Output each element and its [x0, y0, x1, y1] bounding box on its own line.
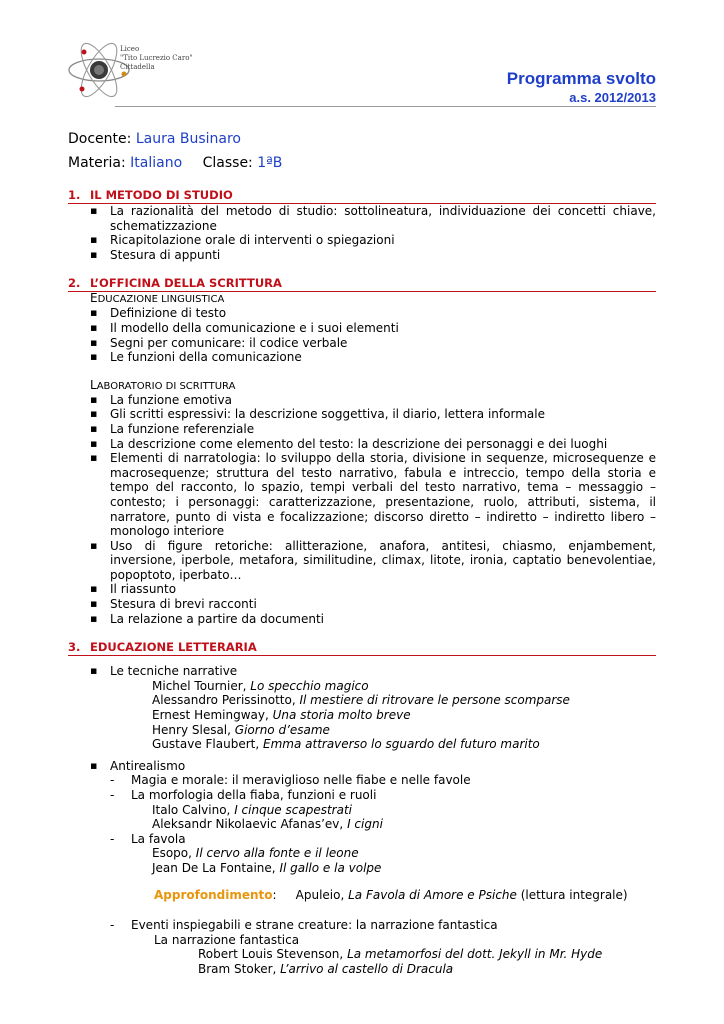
- author-line: Aleksandr Nikolaevic Afanas’ev, I cigni: [152, 817, 383, 832]
- list-item: ▪ La relazione a partire da documenti: [90, 612, 656, 627]
- approfondimento-label: Approfondimento: [154, 887, 273, 902]
- class-label: Classe:: [202, 155, 253, 171]
- school-name: [120, 45, 193, 72]
- list-item: ▪ Le funzioni della comunicazione: [90, 350, 656, 365]
- section-number: 2.: [68, 276, 81, 291]
- list-item: ▪ Gli scritti espressivi: la descrizione soggettiva, il diario, lettera informale: [90, 407, 656, 422]
- section-2-list-a: [68, 306, 656, 364]
- section-number: 3.: [68, 640, 81, 655]
- school-line-2: "Tito Lucrezio Caro": [120, 54, 193, 62]
- school-year: a.s. 2012/2013: [569, 90, 656, 105]
- document-title: Programma svolto: [506, 69, 656, 88]
- school-line-3: Cittadella: [120, 63, 155, 71]
- document-body: [68, 128, 656, 977]
- section-1-list: [68, 204, 656, 262]
- dash-item: - La morfologia della fiaba, funzioni e ruoli: [110, 788, 377, 802]
- teacher-info: [68, 128, 656, 150]
- header-divider: [115, 106, 656, 107]
- author-line: Michel Tournier, Lo specchio magico: [152, 678, 369, 693]
- section-3-list-a: [68, 664, 656, 679]
- page-header: [0, 0, 724, 110]
- section-heading-3: [68, 640, 656, 656]
- list-item: ▪ Segni per comunicare: il codice verbale: [90, 336, 656, 351]
- subject-value: Italiano: [130, 155, 183, 171]
- list-item: ▪ Ricapitolazione orale di interventi o spiegazioni: [90, 233, 656, 248]
- teacher-label: Docente:: [68, 131, 132, 147]
- author-line: Bram Stoker, L’arrivo al castello di Dracula: [198, 961, 454, 976]
- approfondimento-line: Approfondimento: Apuleio, La Favola di Amore e Psiche (lettura integrale): [154, 887, 628, 902]
- list-item: ▪ Stesura di appunti: [90, 248, 656, 263]
- subject-label: Materia:: [68, 155, 126, 171]
- class-info: [68, 152, 656, 174]
- teacher-value: Laura Businaro: [135, 131, 241, 147]
- list-item: ▪ Le tecniche narrative: [90, 664, 656, 679]
- class-value: 1ªB: [257, 155, 283, 171]
- list-item: ▪ Antirealismo: [90, 759, 656, 774]
- dash-item: - La favola: [110, 831, 186, 846]
- list-item: ▪ La funzione emotiva: [90, 393, 656, 408]
- author-line: Alessandro Perissinotto, Il mestiere di ritrovare le persone scomparse: [152, 693, 570, 708]
- list-item: ▪ Definizione di testo: [90, 306, 656, 321]
- list-item: ▪ Il modello della comunicazione e i suoi elementi: [90, 321, 656, 336]
- list-item: ▪ Uso di figure retoriche: allitterazione, anafora, antitesi, chiasmo, enjambement, inversione, iperbole, metafora, similitudine, climax, litote, ironia, captatio benevolentiae, popoptoto, iperbato…: [90, 539, 656, 583]
- section-heading-2: [68, 276, 656, 292]
- author-line: Esopo, Il cervo alla fonte e il leone: [152, 846, 359, 861]
- section-title: IL METODO DI STUDIO: [90, 188, 233, 202]
- subsection-label: La narrazione fantastica: [154, 932, 300, 947]
- section-3-list-b: [68, 759, 656, 774]
- list-item: ▪ La razionalità del metodo di studio: sottolineatura, individuazione dei concetti chiave, schematizzazione: [90, 204, 656, 233]
- dash-item: - Magia e morale: il meraviglioso nelle fiabe e nelle favole: [110, 773, 471, 788]
- author-line: Ernest Hemingway, Una storia molto breve: [152, 708, 411, 723]
- school-line-1: Liceo: [120, 45, 140, 53]
- section-2-list-b: [68, 393, 656, 627]
- subsection-title: LABORATORIO DI SCRITTURA: [90, 377, 236, 392]
- author-line: Henry Slesal, Giorno d’esame: [152, 722, 330, 737]
- list-item: ▪ Stesura di brevi racconti: [90, 597, 656, 612]
- dash-item: - Eventi inspiegabili e strane creature: la narrazione fantastica: [110, 918, 498, 933]
- list-item: ▪ Il riassunto: [90, 582, 656, 597]
- section-number: 1.: [68, 188, 81, 202]
- author-line: Italo Calvino, I cinque scapestrati: [152, 802, 352, 817]
- list-item: ▪ La descrizione come elemento del testo: la descrizione dei personaggi e dei luoghi: [90, 437, 656, 452]
- list-item: ▪ Elementi di narratologia: lo sviluppo della storia, divisione in sequenze, microsequenze e macrosequenze; struttura del testo narrativo, fabula e intreccio, tempo della storia e tempo del racconto, lo spazio, tempi verbali del testo narrativo, tema – messaggio – contesto; i personaggi: caratterizzazione, presentazione, ruolo, attributi, sistema, il narratore, punto di vista e focalizzazione; discorso diretto – indiretto – indiretto libero – monologo interiore: [90, 451, 656, 539]
- author-line: Robert Louis Stevenson, La metamorfosi del dott. Jekyll in Mr. Hyde: [198, 947, 603, 962]
- list-item: ▪ La funzione referenziale: [90, 422, 656, 437]
- section-title: EDUCAZIONE LETTERARIA: [90, 640, 257, 655]
- section-heading-1: [68, 188, 656, 204]
- author-line: Gustave Flaubert, Emma attraverso lo sguardo del futuro marito: [152, 737, 540, 752]
- author-line: Jean De La Fontaine, Il gallo e la volpe: [152, 860, 382, 875]
- subsection-title: EDUCAZIONE LINGUISTICA: [90, 291, 225, 306]
- section-title: L’OFFICINA DELLA SCRITTURA: [90, 276, 282, 291]
